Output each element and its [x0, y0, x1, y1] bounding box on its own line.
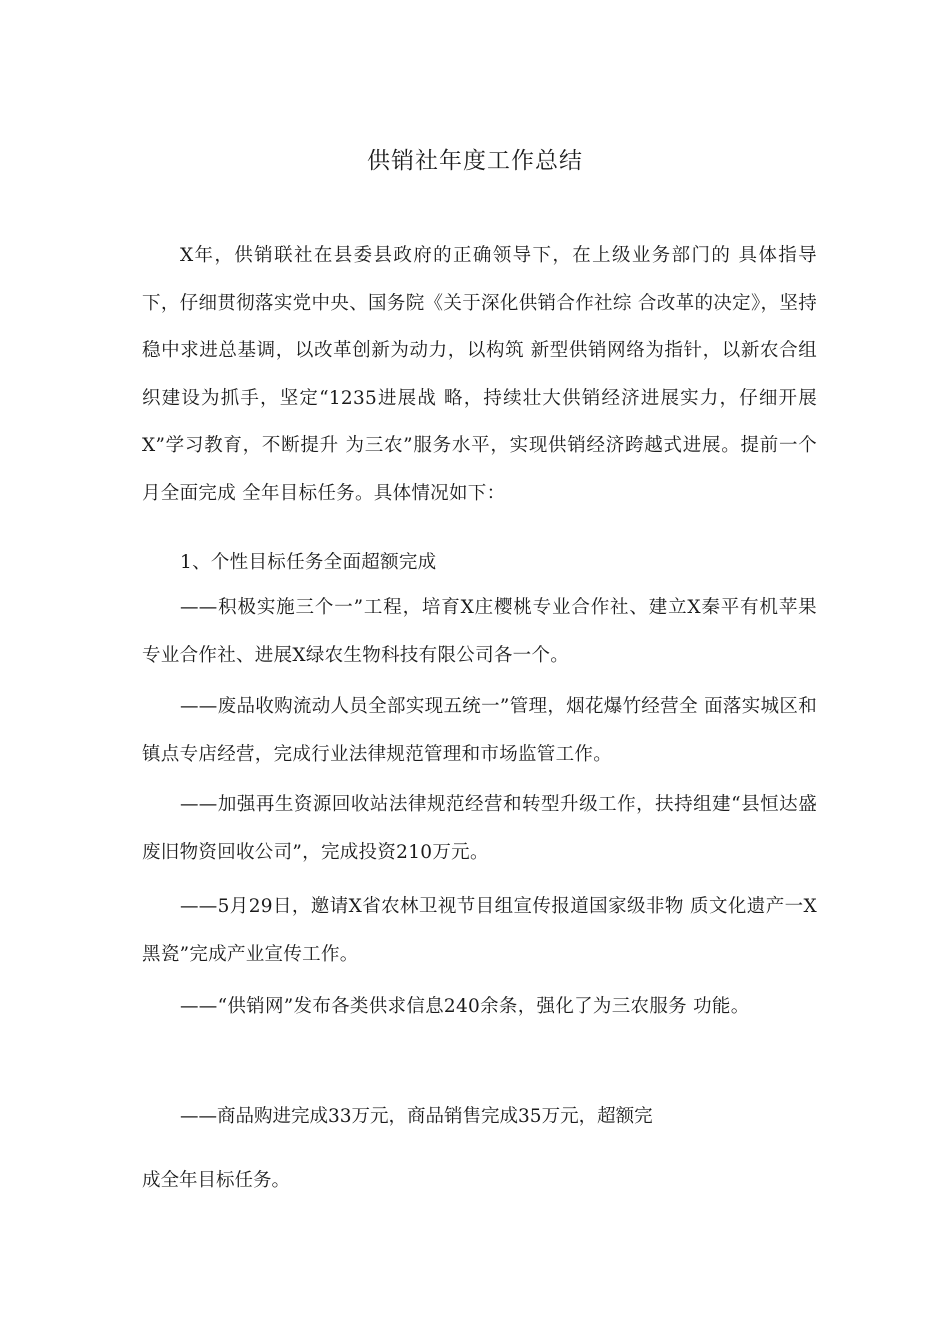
item-paragraph-6-continued: 成全年目标任务。 — [142, 1170, 291, 1191]
item-paragraph-3: ——加强再生资源回收站法律规范经营和转型升级工作，扶持组建“县恒达盛废旧物资回收公司”，完成投资210万元。 — [142, 794, 817, 863]
item-paragraph-4: ——5月29日，邀请X省农林卫视节目组宣传报道国家级非物 质文化遗产一X黑瓷”完成产业宣传工作。 — [142, 896, 817, 965]
item-paragraph-5: ——“供销网”发布各类供求信息240余条，强化了为三农服务 功能。 — [180, 996, 750, 1017]
item-paragraph-1: ——积极实施三个一”工程，培育X庄樱桃专业合作社、建立X秦平有机苹果专业合作社、进展X绿农生物科技有限公司各一个。 — [142, 597, 817, 666]
intro-paragraph: X年，供销联社在县委县政府的正确领导下，在上级业务部门的 具体指导下，仔细贯彻落实党中央、国务院《关于深化供销合作社综 合改革的决定》，坚持稳中求进总基调，以改革创新为动力，以构筑 新型供销网络为指针，以新农合组织建设为抓手，坚定“1235进展战 略，持续壮大供销经济进展实力，仔细开展X”学习教育，不断提升 为三农”服务水平，实现供销经济跨越式进展。提前一个月全面完成 全年目标任务。具体情况如下： — [142, 245, 817, 504]
document-title: 供销社年度工作总结 — [367, 148, 583, 174]
item-paragraph-2: ——废品收购流动人员全部实现五统一”管理，烟花爆竹经营全 面落实城区和镇点专店经营，完成行业法律规范管理和市场监管工作。 — [142, 696, 817, 765]
item-paragraph-6: ——商品购进完成33万元，商品销售完成35万元，超额完 — [180, 1106, 653, 1127]
section-heading: 1、个性目标任务全面超额完成 — [180, 552, 437, 573]
